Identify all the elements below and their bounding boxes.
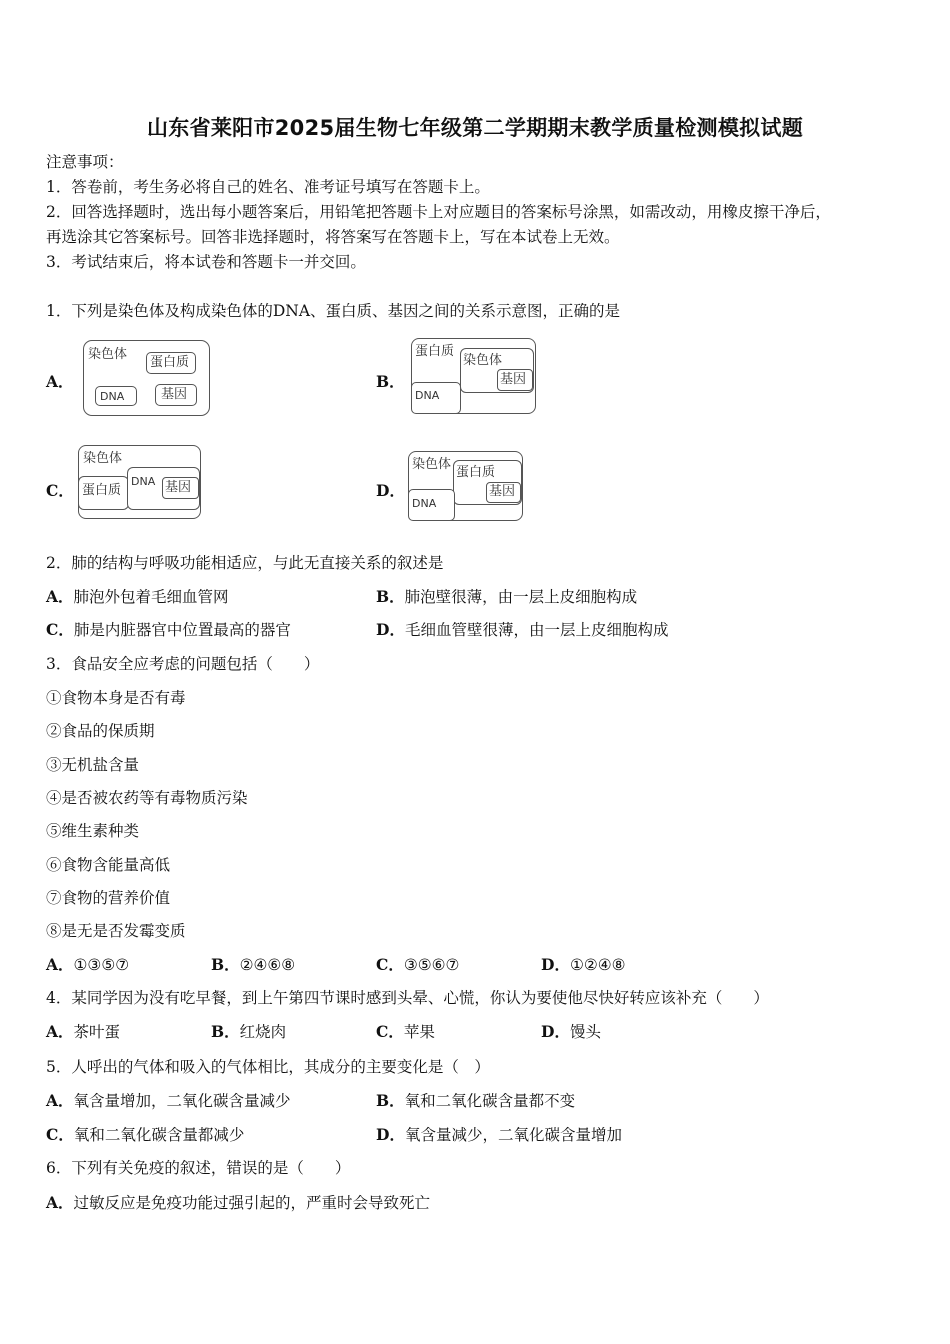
q5-option-c[interactable]	[46, 1125, 244, 1145]
q5-option-a[interactable]	[46, 1091, 291, 1111]
option-text: ①②④⑧	[569, 956, 626, 974]
option-label: A．	[46, 955, 74, 974]
q4-option-b[interactable]	[211, 1022, 286, 1042]
option-label: C．	[376, 1022, 404, 1041]
option-text: ②④⑥⑧	[239, 956, 296, 974]
term-dna: DNA	[412, 497, 437, 510]
q1-option-a-label[interactable]: A．	[46, 372, 74, 391]
q3-item: ⑥食物含能量高低	[46, 856, 171, 874]
q1-stem: 1．下列是染色体及构成染色体的DNA、蛋白质、基因之间的关系示意图，正确的是	[46, 302, 621, 320]
option-text: 红烧肉	[239, 1023, 287, 1041]
term-gene: 基因	[489, 484, 516, 499]
term-chromosome: 染色体	[88, 347, 128, 362]
q1-diagram-b	[411, 338, 537, 415]
page-title: 山东省莱阳市2025届生物七年级第二学期期末教学质量检测模拟试题	[146, 116, 804, 140]
option-label: D．	[541, 1022, 570, 1041]
option-label: B．	[376, 587, 405, 606]
q3-option-b[interactable]	[211, 955, 295, 975]
option-text: 氧含量增加，二氧化碳含量减少	[73, 1092, 291, 1110]
term-chromosome: 染色体	[83, 451, 123, 466]
term-dna: DNA	[131, 475, 156, 488]
notice-item: 3．考试结束后，将本试卷和答题卡一并交回。	[46, 253, 366, 271]
notice-item: 再选涂其它答案标号。回答非选择题时，将答案写在答题卡上，写在本试卷上无效。	[46, 228, 620, 246]
q2-option-d[interactable]	[376, 620, 668, 640]
term-dna: DNA	[415, 389, 440, 402]
term-chromosome: 染色体	[463, 353, 503, 368]
q4-stem: 4．某同学因为没有吃早餐，到上午第四节课时感到头晕、心慌，你认为要使他尽快好转应该补充（ ）	[46, 989, 769, 1007]
notice-item: 1．答卷前，考生务必将自己的姓名、准考证号填写在答题卡上。	[46, 178, 490, 196]
q6-option-a[interactable]	[46, 1193, 430, 1213]
q3-item: ⑦食物的营养价值	[46, 889, 171, 907]
q1-diagram-c	[78, 445, 202, 520]
option-text: 过敏反应是免疫功能过强引起的，严重时会导致死亡	[73, 1194, 431, 1212]
q2-option-a[interactable]	[46, 587, 229, 607]
q1-option-c-label[interactable]: C．	[46, 481, 74, 500]
option-text: 肺是内脏器官中位置最高的器官	[73, 621, 291, 639]
option-text: 馒头	[569, 1023, 601, 1041]
option-label: D．	[376, 620, 405, 639]
q3-item: ①食物本身是否有毒	[46, 689, 186, 707]
option-text: 氧和二氧化碳含量都减少	[73, 1126, 245, 1144]
q4-option-d[interactable]	[541, 1022, 601, 1042]
q4-option-c[interactable]	[376, 1022, 435, 1042]
option-text: 氧含量减少，二氧化碳含量增加	[404, 1126, 622, 1144]
option-label: A．	[46, 1091, 74, 1110]
option-label: C．	[376, 955, 404, 974]
q5-option-d[interactable]	[376, 1125, 622, 1145]
option-label: C．	[46, 620, 74, 639]
option-text: ①③⑤⑦	[73, 956, 130, 974]
q3-item: ③无机盐含量	[46, 756, 140, 774]
option-label: D．	[541, 955, 570, 974]
option-text: 肺泡外包着毛细血管网	[73, 588, 229, 606]
term-gene: 基因	[161, 387, 188, 402]
option-label: D．	[376, 1125, 405, 1144]
option-text: 苹果	[403, 1023, 435, 1041]
option-label: B．	[211, 1022, 240, 1041]
q5-stem: 5．人呼出的气体和吸入的气体相比，其成分的主要变化是（ ）	[46, 1058, 490, 1076]
term-gene: 基因	[165, 480, 192, 495]
term-protein: 蛋白质	[415, 344, 455, 359]
option-text: ③⑤⑥⑦	[403, 956, 460, 974]
q1-diagram-a	[83, 340, 211, 417]
q3-option-c[interactable]	[376, 955, 459, 975]
term-gene: 基因	[500, 372, 527, 387]
q3-option-d[interactable]	[541, 955, 626, 975]
q3-stem: 3．食品安全应考虑的问题包括（ ）	[46, 655, 320, 673]
option-text: 氧和二氧化碳含量都不变	[404, 1092, 576, 1110]
notice-heading: 注意事项：	[46, 153, 124, 171]
option-text: 茶叶蛋	[73, 1023, 121, 1041]
option-text: 肺泡壁很薄，由一层上皮细胞构成	[404, 588, 638, 606]
q3-option-a[interactable]	[46, 955, 129, 975]
q1-option-d-label[interactable]: D．	[376, 481, 405, 500]
q1-option-b-label[interactable]: B．	[376, 372, 405, 391]
notice-item: 2．回答选择题时，选出每小题答案后，用铅笔把答题卡上对应题目的答案标号涂黑，如需改动，用橡皮擦干净后，	[46, 203, 831, 221]
q1-diagram-d	[408, 451, 524, 522]
term-chromosome: 染色体	[412, 457, 452, 472]
option-label: A．	[46, 587, 74, 606]
q4-option-a[interactable]	[46, 1022, 120, 1042]
q2-stem: 2．肺的结构与呼吸功能相适应，与此无直接关系的叙述是	[46, 554, 444, 572]
term-protein: 蛋白质	[82, 483, 122, 498]
option-label: C．	[46, 1125, 74, 1144]
q3-item: ⑧是无是否发霉变质	[46, 922, 186, 940]
q3-item: ②食品的保质期	[46, 722, 155, 740]
q2-option-b[interactable]	[376, 587, 637, 607]
q2-option-c[interactable]	[46, 620, 291, 640]
q6-stem: 6．下列有关免疫的叙述，错误的是（ ）	[46, 1159, 351, 1177]
term-dna: DNA	[100, 390, 125, 403]
q3-item: ④是否被农药等有毒物质污染	[46, 789, 248, 807]
option-label: A．	[46, 1193, 74, 1212]
option-label: B．	[211, 955, 240, 974]
term-protein: 蛋白质	[150, 355, 190, 370]
term-protein: 蛋白质	[456, 465, 496, 480]
q3-item: ⑤维生素种类	[46, 822, 140, 840]
option-label: A．	[46, 1022, 74, 1041]
option-label: B．	[376, 1091, 405, 1110]
q5-option-b[interactable]	[376, 1091, 575, 1111]
option-text: 毛细血管壁很薄，由一层上皮细胞构成	[404, 621, 669, 639]
